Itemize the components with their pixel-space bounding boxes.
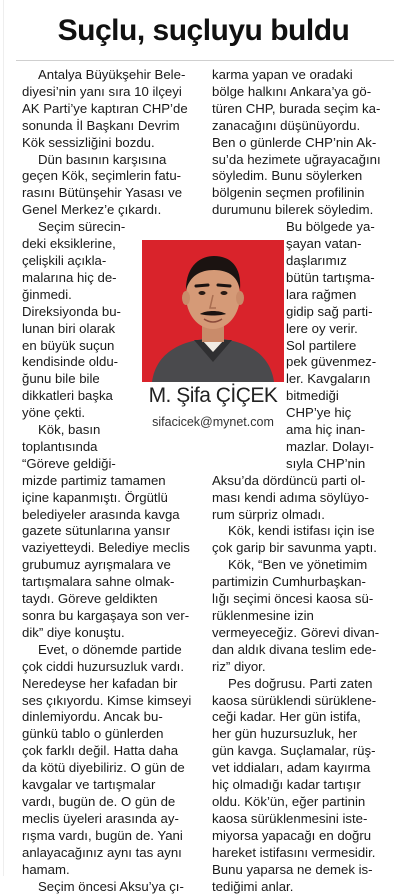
text-line: pek güvenmez- <box>212 354 392 371</box>
text-line: rışma vardı, bugün de. Yani <box>22 828 198 845</box>
left-column <box>22 67 198 895</box>
text-line: hamam. <box>22 862 198 879</box>
right-column <box>212 67 392 895</box>
text-line: su’da hezimete uğrayacağını <box>212 152 392 169</box>
text-line: lere oy verir. <box>212 321 392 338</box>
text-line: belediyeler arasında kavga <box>22 507 198 524</box>
text-line: Sol partilere <box>212 338 392 355</box>
text-line: ama hiç inan- <box>212 422 392 439</box>
text-line: rum sürpriz olmadı. <box>212 507 392 524</box>
text-line: Bunu yaparsa ne demek is- <box>212 862 392 879</box>
text-line: şayan vatan- <box>212 236 392 253</box>
text-line: lara rağmen <box>212 287 392 304</box>
text-line: durumunu bilerek söyledim. <box>212 202 392 219</box>
text-line: ğinmedi. <box>22 287 198 304</box>
text-line: gidip sağ parti- <box>212 304 392 321</box>
text-line: gün kavga. Suçlamalar, rüş- <box>212 743 392 760</box>
text-line: Direksiyonda bu- <box>22 304 198 321</box>
text-line: mazlar. Dolayı- <box>212 439 392 456</box>
text-line: da kötü diyebiliriz. O gün de <box>22 760 198 777</box>
text-line: sonunda İl Başkanı Devrim <box>22 118 198 135</box>
text-line: yöne çekti. <box>22 405 198 422</box>
text-line: çok garip bir savunma yaptı. <box>212 540 392 557</box>
author-name: M. Şifa ÇİÇEK <box>140 384 286 408</box>
text-line: Seçim sürecin- <box>22 219 198 236</box>
text-line: bölge halkını Ankara’ya gö- <box>212 84 392 101</box>
text-line: en büyük suçun <box>22 338 198 355</box>
text-line: vet iddiaları, adam kayırma <box>212 760 392 777</box>
text-line: tediğimi anlar. <box>212 879 392 895</box>
text-line: Aksu’da dördüncü parti ol- <box>212 473 392 490</box>
text-line: lığı seçimi öncesi kaosa sü- <box>212 591 392 608</box>
text-line: Pes doğrusu. Parti zaten <box>212 676 392 693</box>
text-line: Antalya Büyükşehir Bele- <box>22 67 198 84</box>
text-line: kendisinde oldu- <box>22 354 198 371</box>
text-line: partimizin Cumhurbaşkan- <box>212 574 392 591</box>
text-line: anlayacağınız aynı tas aynı <box>22 845 198 862</box>
author-email: sifacicek@mynet.com <box>140 415 286 429</box>
text-line: hareket istifasını vermesidir. <box>212 845 392 862</box>
text-line: ses çıkıyordu. Kimse kimseyi <box>22 693 198 710</box>
text-line: dik” diye konuştu. <box>22 625 198 642</box>
text-line: gazete sütunlarına yansır <box>22 523 198 540</box>
text-line: günkü tablo o günlerden <box>22 726 198 743</box>
text-line: Kök, “Ben ve yönetimim <box>212 557 392 574</box>
text-line: karma yapan ve oradaki <box>212 67 392 84</box>
text-line: kaosa sürüklenmesini iste- <box>212 811 392 828</box>
text-line: vermeyeceğiz. Görevi divan- <box>212 625 392 642</box>
author-portrait-image <box>142 240 284 382</box>
text-line: sonra bu kargaşaya son ver- <box>22 608 198 625</box>
text-line: malarına hiç de- <box>22 270 198 287</box>
text-line: ler. Kavgaların <box>212 371 392 388</box>
text-line: rasını Bütünşehir Yasası ve <box>22 185 198 202</box>
text-line: sıyla CHP’nin <box>212 456 392 473</box>
text-line: ceği kadar. Her gün istifa, <box>212 709 392 726</box>
text-line: riz” diyor. <box>212 659 392 676</box>
text-line: çok farklı değil. Hatta daha <box>22 743 198 760</box>
text-line: Kök, kendi istifası için ise <box>212 523 392 540</box>
text-line: Evet, o dönemde partide <box>22 642 198 659</box>
text-line: bölgenin seçmen profilinin <box>212 185 392 202</box>
text-line: zanacağını düşünüyordu. <box>212 118 392 135</box>
text-line: Dün basının karşısına <box>22 152 198 169</box>
text-line: Neredeyse her kafadan bir <box>22 676 198 693</box>
text-line: lunan biri olarak <box>22 321 198 338</box>
text-line: bitmediği <box>212 388 392 405</box>
text-line: ması kendi adıma söylüyo- <box>212 490 392 507</box>
text-line: taydı. Göreve geldikten <box>22 591 198 608</box>
text-line: çok ciddi huzursuzluk vardı. <box>22 659 198 676</box>
text-line: CHP’ye hiç <box>212 405 392 422</box>
text-line: Kök, basın <box>22 422 198 439</box>
text-line: oldu. Kök’ün, eğer partinin <box>212 794 392 811</box>
text-line: kavgalar ve tartışmalar <box>22 777 198 794</box>
text-line: tartışmalara sahne olmak- <box>22 574 198 591</box>
text-line: hiç olmadığı kadar tartışır <box>212 777 392 794</box>
text-line: geçen Kök, seçimlerin fatu- <box>22 168 198 185</box>
text-line: Seçim öncesi Aksu’ya çı- <box>22 879 198 895</box>
text-line: söyledim. Bunu söylerken <box>212 168 392 185</box>
text-line: “Göreve geldiği- <box>22 456 198 473</box>
text-line: ğunu bile bile <box>22 371 198 388</box>
author-box <box>140 240 286 437</box>
text-line: deki eksiklerine, <box>22 236 198 253</box>
text-line: bütün tartışma- <box>212 270 392 287</box>
text-line: meclis üyeleri arasında ay- <box>22 811 198 828</box>
text-line: her gün huzursuzluk, her <box>212 726 392 743</box>
text-line: toplantısında <box>22 439 198 456</box>
text-line: türen CHP, burada seçim ka- <box>212 101 392 118</box>
text-line: kaosa sürüklendi sürüklene- <box>212 693 392 710</box>
text-line: Genel Merkez’e çıkardı. <box>22 202 198 219</box>
text-line: AK Parti’ye kaptıran CHP’de <box>22 101 198 118</box>
headline-rule <box>16 60 394 61</box>
text-line: dan aldık divana teslim ede- <box>212 642 392 659</box>
text-line: vaziyetteydi. Belediye meclis <box>22 540 198 557</box>
text-line: miyorsa yapacağı en doğru <box>212 828 392 845</box>
text-line: Bu bölgede ya- <box>212 219 392 236</box>
text-line: içine kapanmıştı. Örgütlü <box>22 490 198 507</box>
text-line: grubumuz ayrışmalara ve <box>22 557 198 574</box>
text-line: rüklenmesine izin <box>212 608 392 625</box>
text-line: çelişkili açıkla- <box>22 253 198 270</box>
text-line: mizde partimiz tamamen <box>22 473 198 490</box>
text-line: Kök sessizliğini bozdu. <box>22 135 198 152</box>
text-line: vardı, bugün de. O gün de <box>22 794 198 811</box>
text-line: diyesi’nin yanı sıra 10 ilçeyi <box>22 84 198 101</box>
headline: Suçlu, suçluyu buldu <box>0 14 407 48</box>
text-line: dinlemiyordu. Ancak bu- <box>22 709 198 726</box>
text-line: Ben o günlerde CHP’nin Ak- <box>212 135 392 152</box>
text-line: dikkatleri başka <box>22 388 198 405</box>
text-line: daşlarımız <box>212 253 392 270</box>
author-photo <box>142 240 284 382</box>
